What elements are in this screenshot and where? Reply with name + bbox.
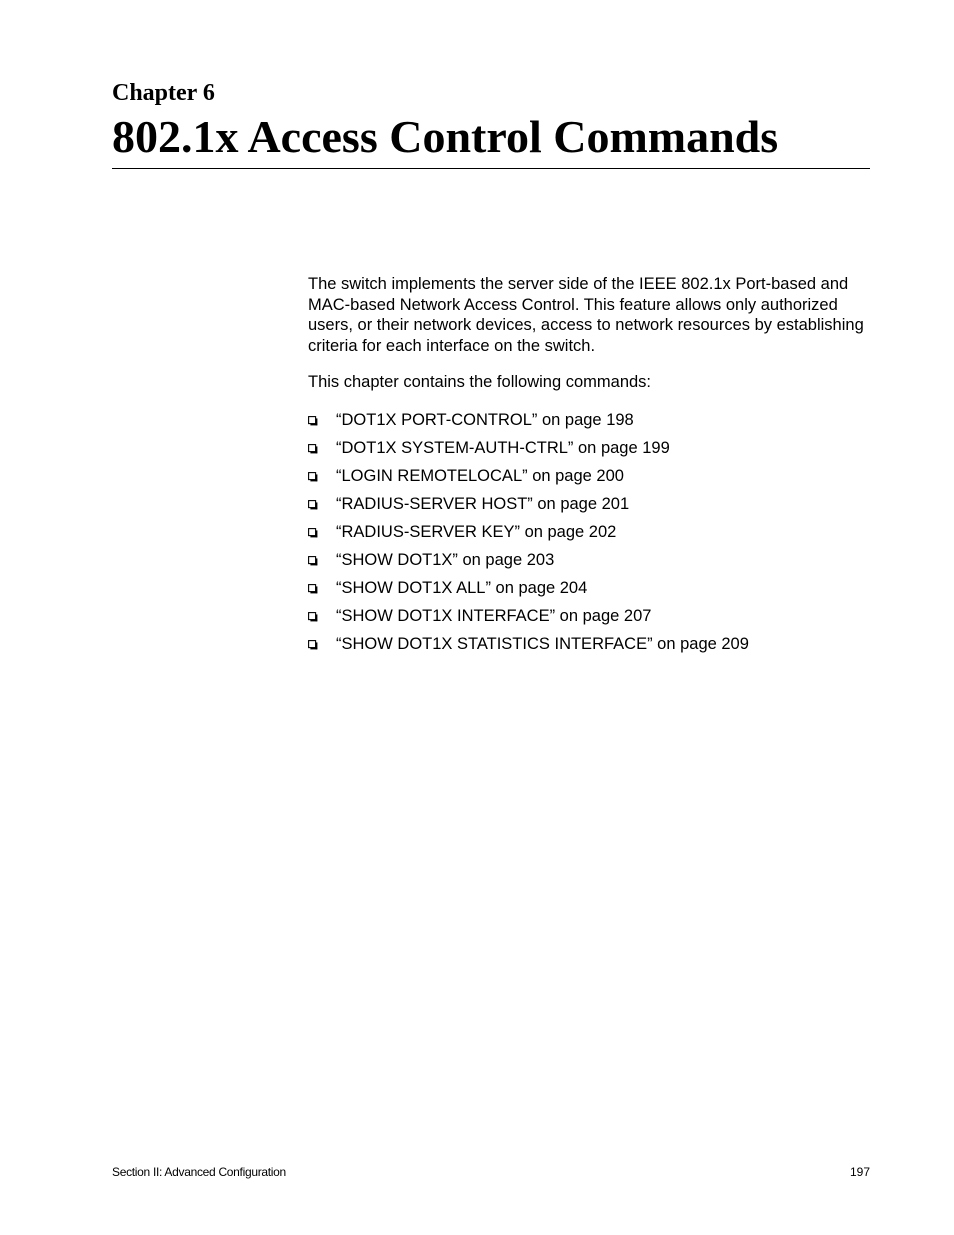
hollow-square-checkbox-icon <box>308 612 318 622</box>
hollow-square-checkbox-icon <box>308 416 318 426</box>
command-link[interactable]: “LOGIN REMOTELOCAL” on page 200 <box>336 466 624 485</box>
command-list-item[interactable] <box>308 634 873 662</box>
command-list-item[interactable] <box>308 494 873 522</box>
command-link[interactable]: “SHOW DOT1X” on page 203 <box>336 550 555 569</box>
command-link[interactable]: “SHOW DOT1X INTERFACE” on page 207 <box>336 606 652 625</box>
command-list-item[interactable] <box>308 550 873 578</box>
command-list-item[interactable] <box>308 578 873 606</box>
footer-page-number: 197 <box>849 1165 870 1179</box>
hollow-square-checkbox-icon <box>308 584 318 594</box>
command-link[interactable]: “DOT1X SYSTEM-AUTH-CTRL” on page 199 <box>336 438 670 457</box>
chapter-title: 802.1x Access Control Commands <box>112 111 779 162</box>
chapter-content <box>308 274 873 662</box>
command-link[interactable]: “RADIUS-SERVER KEY” on page 202 <box>336 522 617 541</box>
hollow-square-checkbox-icon <box>308 528 318 538</box>
hollow-square-checkbox-icon <box>308 640 318 650</box>
command-list-item[interactable] <box>308 606 873 634</box>
command-link[interactable]: “RADIUS-SERVER HOST” on page 201 <box>336 494 630 513</box>
command-link[interactable]: “SHOW DOT1X STATISTICS INTERFACE” on page 209 <box>336 634 749 653</box>
command-list-item[interactable] <box>308 466 873 494</box>
chapter-label: Chapter 6 <box>112 80 215 106</box>
commands-lead-paragraph: This chapter contains the following commands: <box>308 373 652 391</box>
footer-section-title: Section II: Advanced Configuration <box>112 1165 286 1179</box>
hollow-square-checkbox-icon <box>308 500 318 510</box>
command-list-item[interactable] <box>308 522 873 550</box>
command-list-item[interactable] <box>308 438 873 466</box>
hollow-square-checkbox-icon <box>308 444 318 454</box>
command-list <box>308 410 873 662</box>
command-link[interactable]: “DOT1X PORT-CONTROL” on page 198 <box>336 410 634 429</box>
command-link[interactable]: “SHOW DOT1X ALL” on page 204 <box>336 578 588 597</box>
title-divider <box>112 168 870 169</box>
hollow-square-checkbox-icon <box>308 472 318 482</box>
command-list-item[interactable] <box>308 410 873 438</box>
hollow-square-checkbox-icon <box>308 556 318 566</box>
intro-paragraph: The switch implements the server side of the IEEE 802.1x Port-based and MAC-based Network Access Control. This feature allows only authorized users, or their network devices, access to network resources by establishing criteria for each interface on the switch. <box>308 275 864 355</box>
